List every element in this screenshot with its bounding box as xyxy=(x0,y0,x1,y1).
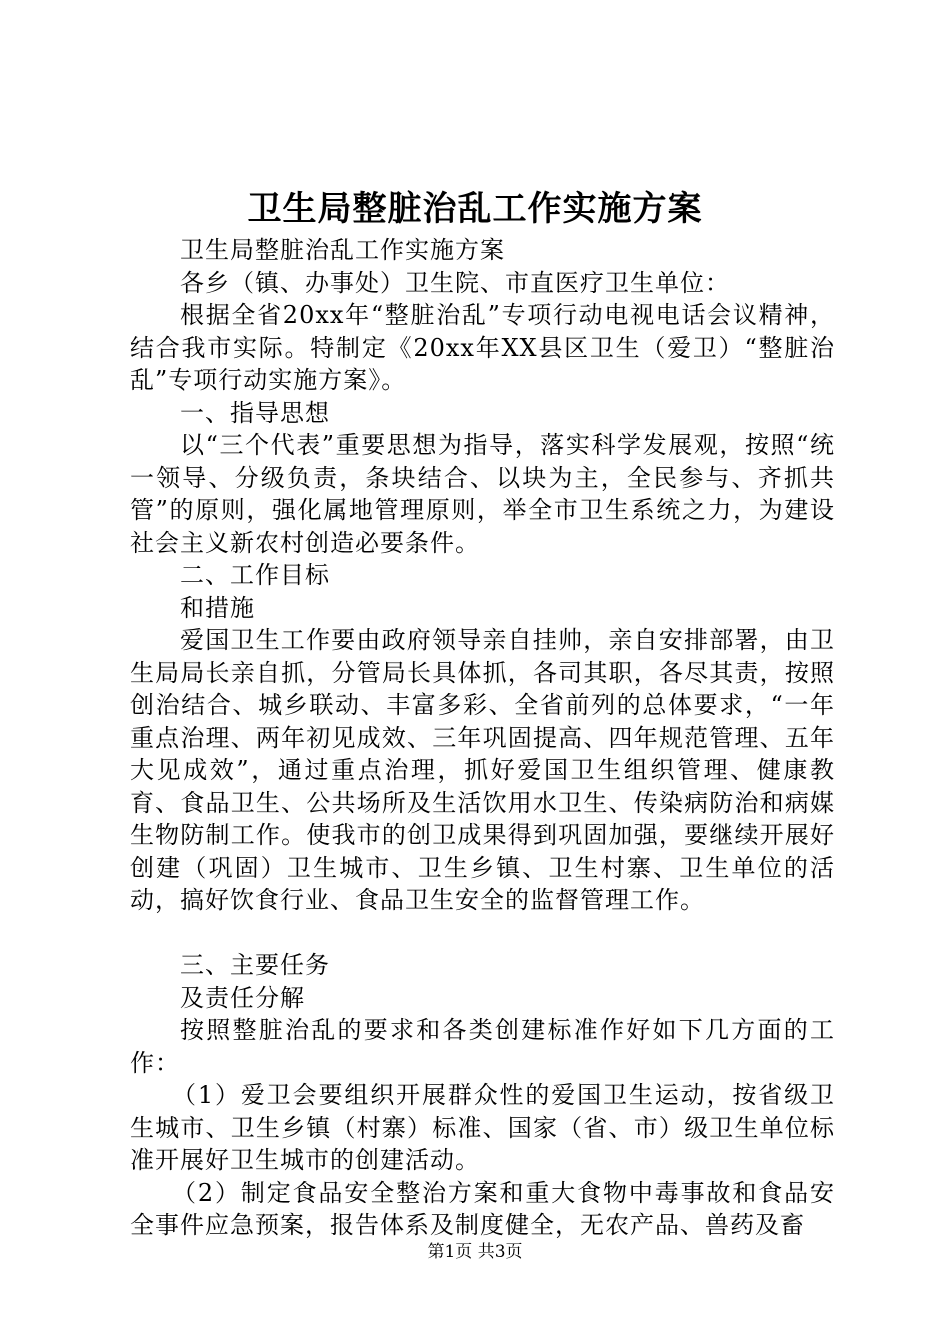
document-body xyxy=(130,234,835,1242)
document-title: 卫生局整脏治乱工作实施方案 xyxy=(247,189,703,229)
list-item-task-1: （1）爱卫会要组织开展群众性的爱国卫生运动，按省级卫生城市、卫生乡镇（村寨）标准、国家（省、市）级卫生单位标准开展好卫生城市的创建活动。 xyxy=(130,1081,835,1174)
section-heading-main-tasks: 三、主要任务 xyxy=(180,951,330,979)
section-heading-guiding-thought: 一、指导思想 xyxy=(180,398,330,427)
list-item-task-2: （2）制定食品安全整治方案和重大食物中毒事故和食品安全事件应急预案，报告体系及制度健全，无农产品、兽药及畜 xyxy=(130,1178,835,1239)
paragraph-guiding-thought: 以“三个代表”重要思想为指导，落实科学发展观，按照“统一领导、分级负责，条块结合、以块为主，全民参与、齐抓共管”的原则，强化属地管理原则，举全市卫生系统之力，为建设社会主义新农村创造必要条件。 xyxy=(130,431,835,557)
blank-line xyxy=(130,917,835,950)
paragraph-intro: 根据全省20xx年“整脏治乱”专项行动电视电话会议精神，结合我市实际。特制定《20xx年XX县区卫生（爱卫）“整脏治乱”专项行动实施方案》。 xyxy=(130,301,835,394)
paragraph-subtitle: 卫生局整脏治乱工作实施方案 xyxy=(180,236,505,264)
section-heading-main-tasks-continued: 及责任分解 xyxy=(180,983,305,1012)
section-heading-work-goals: 二、工作目标 xyxy=(180,561,330,589)
paragraph-main-tasks-intro: 按照整脏治乱的要求和各类创建标准作好如下几方面的工作： xyxy=(130,1016,835,1077)
paragraph-recipients: 各乡（镇、办事处）卫生院、市直医疗卫生单位： xyxy=(180,268,730,297)
page-footer: 第1页 共3页 xyxy=(427,1242,523,1262)
paragraph-work-goals: 爱国卫生工作要由政府领导亲自挂帅，亲自安排部署，由卫生局局长亲自抓，分管局长具体抓，各司其职，各尽其责，按照创治结合、城乡联动、丰富多彩、全省前列的总体要求，“一年重点治理、两年初见成效、三年巩固提高、四年规范管理、五年大见成效”，通过重点治理，抓好爱国卫生组织管理、健康教育、食品卫生、公共场所及生活饮用水卫生、传染病防治和病媒生物防制工作。使我市的创卫成果得到巩固加强，要继续开展好创建（巩固）卫生城市、卫生乡镇、卫生村寨、卫生单位的活动，搞好饮食行业、食品卫生安全的监督管理工作。 xyxy=(130,626,835,914)
section-heading-work-goals-continued: 和措施 xyxy=(180,593,255,622)
